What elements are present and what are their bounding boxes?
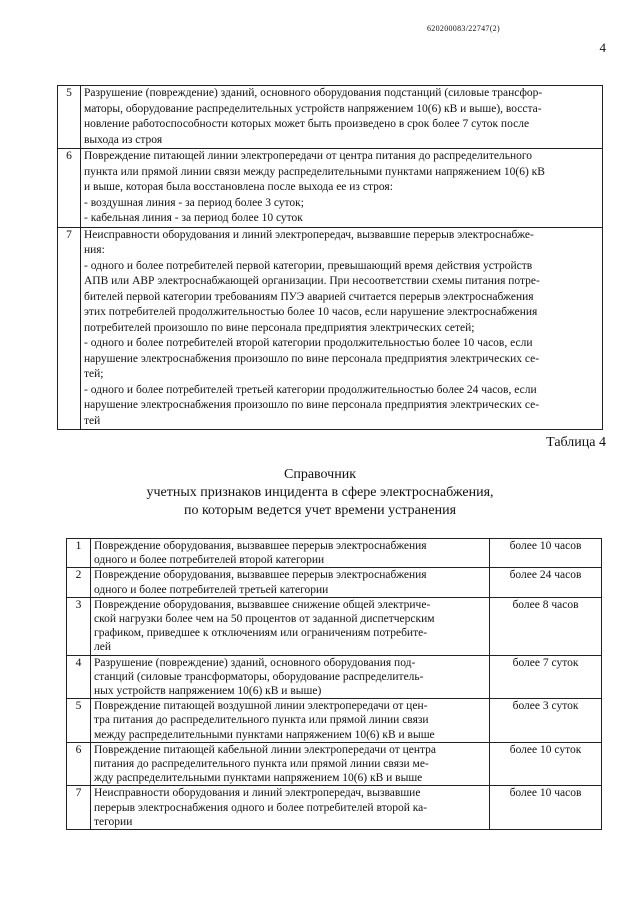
incident-table-continued <box>57 85 603 430</box>
description-line: этих потребителей продолжительностью более 10 часов, если нарушение электроснабжения <box>84 306 538 318</box>
description-line: одного и более потребителей второй категории <box>94 554 325 567</box>
row-description <box>91 699 490 743</box>
page-number: 4 <box>599 40 606 55</box>
description-line: нарушение электроснабжения произошло по вине персонала предприятия электрических се- <box>84 352 540 365</box>
table-row <box>58 86 603 149</box>
table-row <box>67 568 602 597</box>
row-number: 3 <box>67 597 91 655</box>
description-line: пункта или прямой линии связи между распределительными пунктами напряжением 10(6) кВ <box>84 165 545 178</box>
row-number: 7 <box>67 786 91 830</box>
reference-table <box>66 538 602 830</box>
description-line: ных устройств напряжением 10(6) кВ и выше) <box>94 685 322 698</box>
incident-table-body <box>58 86 603 430</box>
row-description <box>91 786 490 830</box>
description-line: ния: <box>84 244 105 256</box>
table-row <box>58 149 603 228</box>
row-description <box>91 655 490 699</box>
description-line: - кабельная линия - за период более 10 суток <box>84 212 303 224</box>
row-description <box>91 568 490 597</box>
table-row <box>67 742 602 786</box>
row-number: 4 <box>67 655 91 699</box>
row-number: 5 <box>58 86 81 149</box>
elimination-time: более 10 часов <box>490 539 602 568</box>
table-title-line: учетных признаков инцидента в сфере электроснабжения, <box>146 485 494 500</box>
description-line: тегории <box>94 815 133 828</box>
elimination-time: более 3 суток <box>490 699 602 743</box>
description-line: - воздушная линия - за период более 3 суток; <box>84 196 304 209</box>
table-title-line: Справочник <box>283 467 357 482</box>
description-line: - одного и более потребителей третьей категории продолжительностью более 24 часов, если <box>84 383 537 396</box>
description-line: Неисправности оборудования и линий электропередач, вызвавшие <box>94 787 421 800</box>
table-title <box>0 466 640 520</box>
table-row <box>67 655 602 699</box>
description-line: - одного и более потребителей второй категории продолжительностью более 10 часов, если <box>84 337 533 349</box>
table-row <box>67 539 602 568</box>
row-number: 1 <box>67 539 91 568</box>
table-row <box>67 699 602 743</box>
table-row <box>58 227 603 430</box>
table-row <box>67 786 602 830</box>
description-line: маторы, оборудование распределительных устройств напряжением 10(6) кВ и выше), восста- <box>84 102 542 115</box>
table-caption: Таблица 4 <box>546 435 606 450</box>
row-number: 2 <box>67 568 91 597</box>
elimination-time: более 10 часов <box>490 786 602 830</box>
description-line: - одного и более потребителей первой категории, превышающий время действия устройств <box>84 259 533 272</box>
row-description <box>81 227 603 430</box>
description-line: Повреждение оборудования, вызвавшее перерыв электроснабжения <box>94 540 427 552</box>
row-description <box>91 597 490 655</box>
row-number: 5 <box>67 699 91 743</box>
description-line: Повреждение оборудования, вызвавшее перерыв электроснабжения <box>94 569 427 582</box>
description-line: жду распределительными пунктами напряжением 10(6) кВ и выше <box>94 772 423 785</box>
description-line: графиком, приведшее к отключениям или ограничениям потребите- <box>94 627 428 640</box>
row-description <box>91 742 490 786</box>
description-line: Повреждение питающей линии электропередачи от центра питания до распределительного <box>84 150 533 162</box>
elimination-time: более 7 суток <box>490 655 602 699</box>
description-line: ской нагрузки более чем на 50 процентов от заданной диспетчерским <box>94 613 435 626</box>
row-description <box>81 86 603 149</box>
description-line: Разрушение (повреждение) зданий, основного оборудования под- <box>94 656 416 669</box>
description-line: и выше, которая была восстановлена после выхода ее из строя: <box>84 181 393 193</box>
row-description <box>81 149 603 228</box>
description-line: потребителей произошло по вине персонала предприятия электрических сетей; <box>84 321 475 334</box>
description-line: Разрушение (повреждение) зданий, основного оборудования подстанций (силовые трансфор- <box>84 87 543 99</box>
description-line: Повреждение питающей воздушной линии электропередачи от цен- <box>94 700 428 713</box>
document-id: 620200083/22747(2) <box>427 24 500 33</box>
table-title-line: по которым ведется учет времени устранения <box>183 503 457 518</box>
description-line: Повреждение оборудования, вызвавшее снижение общей электриче- <box>94 598 431 611</box>
description-line: тей; <box>84 368 104 380</box>
elimination-time: более 8 часов <box>490 597 602 655</box>
description-line: между распределительными пунктами напряжением 10(6) кВ и выше <box>94 728 435 741</box>
description-line: одного и более потребителей третьей категории <box>94 583 329 596</box>
description-line: Неисправности оборудования и линий электропередач, вызвавшие перерыв электроснабже- <box>84 228 534 241</box>
description-line: выхода из строя <box>84 133 163 146</box>
table-row <box>67 597 602 655</box>
elimination-time: более 24 часов <box>490 568 602 597</box>
description-line: тра питания до распределительного пункта или прямой линии связи <box>94 714 429 727</box>
description-line: новление работоспособности которых может быть произведено в срок более 7 суток после <box>84 118 530 130</box>
row-number: 6 <box>67 742 91 786</box>
description-line: бителей первой категории требованиям ПУЭ аварией считается перерыв электроснабжения <box>84 290 534 303</box>
description-line: перерыв электроснабжения одного и более потребителей второй ка- <box>94 801 428 814</box>
reference-table-body <box>67 539 602 830</box>
description-line: тей <box>84 414 101 427</box>
description-line: АПВ или АВР электроснабжающей организации. При несоответствии схемы питания потре- <box>84 275 540 287</box>
description-line: нарушение электроснабжения произошло по вине персонала предприятия электрических се- <box>84 399 540 411</box>
description-line: Повреждение питающей кабельной линии электропередачи от центра <box>94 743 437 756</box>
row-description <box>91 539 490 568</box>
description-line: станций (силовые трансформаторы, оборудование распределитель- <box>94 670 424 683</box>
description-line: питания до распределительного пункта или прямой линии связи ме- <box>94 758 429 771</box>
row-number: 7 <box>58 227 81 430</box>
row-number: 6 <box>58 149 81 228</box>
elimination-time: более 10 суток <box>490 742 602 786</box>
description-line: лей <box>94 641 111 654</box>
